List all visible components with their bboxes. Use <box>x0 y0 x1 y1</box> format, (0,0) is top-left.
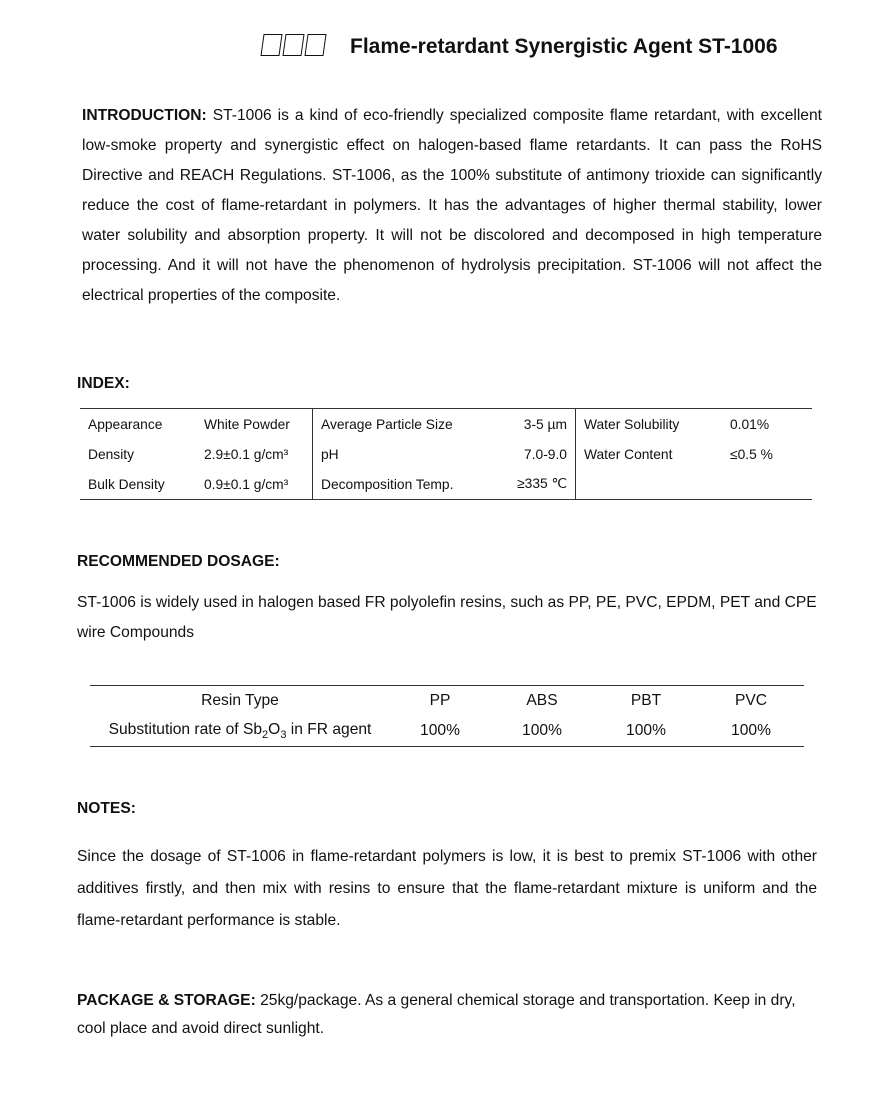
property-label <box>576 469 723 500</box>
table-row <box>80 469 812 500</box>
property-value: 0.01% <box>730 416 770 432</box>
property-label: Water Solubility <box>576 409 723 440</box>
missing-glyph-icons <box>262 34 328 59</box>
property-label: Bulk Density <box>88 476 165 492</box>
dosage-heading: RECOMMENDED DOSAGE: <box>77 553 280 570</box>
cell-value: 100% <box>522 722 562 739</box>
row-label-text: O <box>268 720 281 738</box>
property-label: pH <box>313 439 490 469</box>
column-header: Resin Type <box>201 692 279 709</box>
column-header: ABS <box>526 692 558 709</box>
property-label: Decomposition Temp. <box>313 469 490 500</box>
property-label: Water Content <box>576 439 723 469</box>
title-text: Flame-retardant Synergistic Agent ST-1006 <box>350 35 778 58</box>
column-header: PBT <box>630 692 662 709</box>
property-value: 2.9±0.1 g/cm³ <box>204 446 289 462</box>
property-value: 0.9±0.1 g/cm³ <box>204 476 289 492</box>
property-value <box>722 469 812 500</box>
property-label: Appearance <box>88 416 163 432</box>
row-label-text: Substitution rate of Sb <box>108 720 263 738</box>
notes-heading: NOTES: <box>77 800 136 817</box>
document-title <box>262 34 778 59</box>
missing-glyph-icon <box>304 34 326 56</box>
row-label-text: in FR agent <box>286 720 372 738</box>
property-label: Density <box>88 446 135 462</box>
introduction-text: ST-1006 is a kind of eco-friendly specialized composite flame retardant, with excellent low-smoke property and synergistic effect on halogen-based flame retardants. It can pass the RoHS Directive and REACH Regulations. ST-1006, as the 100% substitute of antimony trioxide can significantly reduce the cost of flame-retardant in polymers. It has the advantages of higher thermal stability, lower water solubility and absorption property. It will not be discolored and decomposed in high temperature processing. And it will not have the phenomenon of hydrolysis precipitation. ST-1006 will not affect the electrical properties of the composite. <box>82 107 822 304</box>
index-table <box>80 408 812 500</box>
dosage-table <box>90 685 804 747</box>
subscript: 2 <box>262 729 269 742</box>
property-value: 7.0-9.0 <box>524 446 567 462</box>
property-value: 3-5 µm <box>523 416 567 432</box>
cell-value: 100% <box>731 722 771 739</box>
missing-glyph-icon <box>282 34 304 56</box>
table-row <box>80 439 812 469</box>
introduction-section <box>82 101 822 311</box>
table-row <box>90 716 804 747</box>
property-value: White Powder <box>204 416 290 432</box>
index-heading: INDEX: <box>77 375 130 392</box>
package-text: 25kg/package. As a general chemical storage and transportation. Keep in dry, cool place and avoid direct sunlight. <box>77 992 796 1037</box>
column-header: PP <box>429 692 451 709</box>
missing-glyph-icon <box>260 34 282 56</box>
row-label <box>90 716 390 747</box>
table-row <box>80 409 812 440</box>
package-label: PACKAGE & STORAGE: <box>77 992 256 1009</box>
property-label: Average Particle Size <box>313 409 490 440</box>
package-section <box>77 987 817 1043</box>
cell-value: 100% <box>420 722 460 739</box>
cell-value: 100% <box>626 722 666 739</box>
property-value: ≤0.5 % <box>730 446 773 462</box>
column-header: PVC <box>734 692 768 709</box>
table-header-row <box>90 686 804 717</box>
subscript: 3 <box>280 729 287 742</box>
property-value: ≥335 ℃ <box>517 476 567 491</box>
introduction-label: INTRODUCTION: <box>82 107 207 124</box>
notes-text: Since the dosage of ST-1006 in flame-retardant polymers is low, it is best to premix ST-1006 with other additives firstly, and then mix with resins to ensure that the flame-retardant mixture is uniform and the flame-retardant performance is stable. <box>77 848 817 929</box>
dosage-text: ST-1006 is widely used in halogen based FR polyolefin resins, such as PP, PE, PVC, EPDM, PET and CPE wire Compounds <box>77 594 817 641</box>
